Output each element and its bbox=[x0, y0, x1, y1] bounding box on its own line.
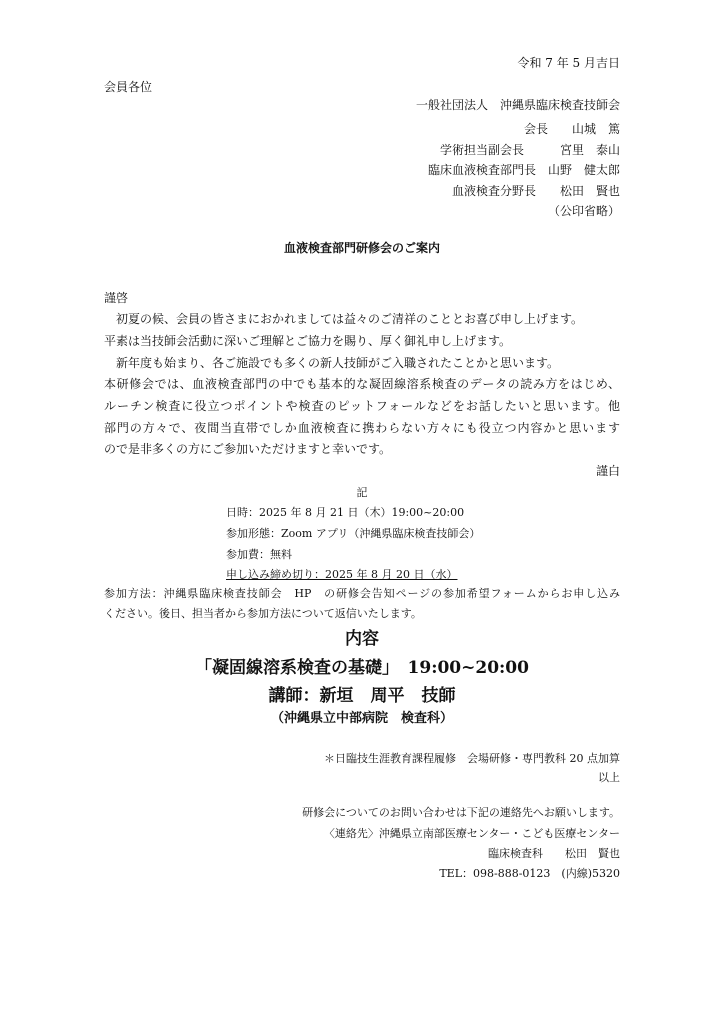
sender-org: 一般社団法人 沖縄県臨床検査技師会 bbox=[415, 98, 620, 112]
end-mark: 以上 bbox=[598, 771, 620, 784]
body-line-6: 部門の方々で、夜間当直帯でしか血液検査に携わらない方々にも役立つ内容かと思います bbox=[104, 421, 620, 435]
content-heading: 内容 bbox=[345, 629, 379, 649]
contact-organization: 〈連絡先〉沖縄県立南部医療センター・こども医療センター bbox=[323, 827, 620, 840]
lecturer-name: 講師：新垣 周平 技師 bbox=[268, 686, 456, 706]
body-line-4: 本研修会では、血液検査部門の中でも基本的な凝固線溶系検査のデータの読み方をはじめ、 bbox=[104, 377, 620, 391]
body-line-5: ルーチン検査に役立つポイントや検査のピットフォールなどをお話したいと思います。他 bbox=[104, 399, 620, 413]
application-deadline: 申し込み締め切り：2025 年 8 月 20 日（水） bbox=[226, 568, 458, 581]
details-heading: 記 bbox=[356, 486, 368, 499]
event-datetime: 日時：2025 年 8 月 21 日（木）19:00~20:00 bbox=[226, 506, 465, 519]
participation-format: 参加形態：Zoom アプリ（沖縄県臨床検査技師会） bbox=[226, 527, 481, 540]
lecturer-affiliation: （沖縄県立中部病院 検査科） bbox=[270, 711, 453, 726]
body-line-7: ので是非多くの方にご参加いただけますと幸いです。 bbox=[104, 442, 392, 456]
body-line-1: 初夏の候、会員の皆さまにおかれましては益々のご清祥のこととお喜び申し上げます。 bbox=[116, 312, 584, 326]
opening-salutation: 謹啓 bbox=[104, 291, 129, 305]
document-date: 令和 7 年 5 月吉日 bbox=[517, 56, 620, 70]
lecture-title: 「凝固線溶系検査の基礎」 19:00~20:00 bbox=[195, 658, 529, 678]
document-title: 血液検査部門研修会のご案内 bbox=[283, 241, 440, 255]
seal-omitted: （公印省略） bbox=[547, 204, 620, 218]
body-line-3: 新年度も始まり、各ご施設でも多くの新人技師がご入職されたことかと思います。 bbox=[116, 356, 560, 370]
participation-method-line-1: 参加方法：沖縄県臨床検査技師会 HP の研修会告知ページの参加希望フォームからお申し込み bbox=[104, 587, 620, 600]
sender-president: 会長 山城 篤 bbox=[523, 122, 620, 136]
participation-fee: 参加費：無料 bbox=[226, 548, 292, 561]
addressee: 会員各位 bbox=[104, 80, 153, 94]
education-credit-note: ＊日臨技生涯教育課程履修 会場研修・専門教科 20 点加算 bbox=[324, 752, 620, 765]
sender-vice-president: 学術担当副会長 宮里 泰山 bbox=[439, 143, 620, 157]
sender-division-head: 臨床血液検査部門長 山野 健太郎 bbox=[427, 163, 620, 177]
contact-intro: 研修会についてのお問い合わせは下記の連絡先へお願いします。 bbox=[302, 806, 620, 819]
participation-method-line-2: ください。後日、担当者から参加方法について返信いたします。 bbox=[104, 607, 422, 620]
contact-person: 臨床検査科 松田 賢也 bbox=[488, 847, 620, 860]
body-line-2: 平素は当技師会活動に深いご理解とご協力を賜り、厚く御礼申し上げます。 bbox=[104, 334, 512, 348]
closing-salutation: 謹白 bbox=[595, 464, 620, 478]
sender-field-head: 血液検査分野長 松田 賢也 bbox=[451, 184, 620, 198]
contact-phone: TEL：098-888-0123 (内線)5320 bbox=[439, 867, 620, 880]
